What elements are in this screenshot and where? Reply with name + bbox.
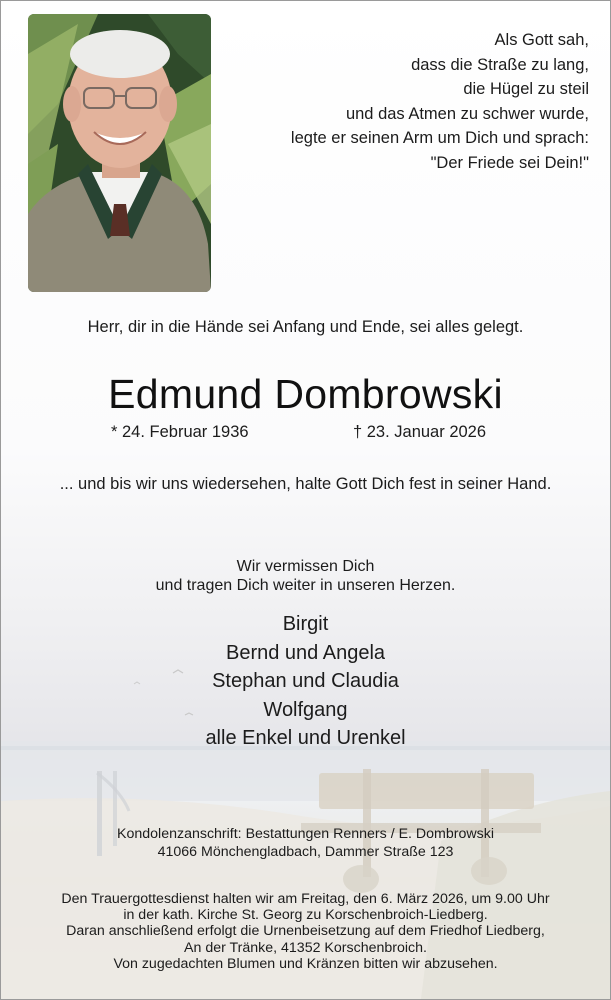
poem-line: dass die Straße zu lang, — [411, 55, 589, 74]
family-member: alle Enkel und Urenkel — [205, 727, 406, 749]
family-member: Bernd und Angela — [225, 641, 386, 664]
family-list — [1, 610, 610, 753]
poem-line: legte er seinen Arm um Dich und sprach: — [290, 129, 589, 147]
death-date: † 23. Januar 2026 — [353, 423, 487, 441]
verse-top: Herr, dir in die Hände sei Anfang und Ende, sei alles gelegt. — [87, 318, 524, 336]
portrait-photo — [28, 14, 211, 292]
poem-line: "Der Friede sei Dein!" — [430, 153, 589, 172]
poem-line: Als Gott sah, — [494, 31, 589, 49]
service-info — [1, 891, 610, 972]
condolence-line: Kondolenzanschrift: Bestattungen Renners / E. Dombrowski — [117, 826, 494, 842]
poem — [229, 28, 589, 175]
family-member: Birgit — [282, 613, 329, 635]
birth-date: * 24. Februar 1936 — [111, 423, 249, 441]
family-member: Stephan und Claudia — [212, 670, 399, 692]
miss-line: Wir vermissen Dich — [236, 558, 375, 575]
verse-bottom: ... und bis wir uns wiedersehen, halte Gott Dich fest in seiner Hand. — [59, 475, 552, 493]
miss-message — [1, 557, 610, 595]
service-line: Daran anschließend erfolgt die Urnenbeisetzung auf dem Friedhof Liedberg, — [66, 923, 545, 940]
miss-line: und tragen Dich weiter in unseren Herzen. — [155, 577, 456, 594]
poem-line: die Hügel zu steil — [463, 80, 589, 98]
poem-line: und das Atmen zu schwer wurde, — [345, 104, 589, 123]
deceased-name: Edmund Dombrowski — [108, 371, 503, 417]
service-line: Von zugedachten Blumen und Kränzen bitten wir abzusehen. — [113, 955, 498, 972]
family-member: Wolfgang — [263, 698, 348, 721]
condolence-address — [1, 825, 610, 861]
service-line: Den Trauergottesdienst halten wir am Freitag, den 6. März 2026, um 9.00 Uhr — [61, 891, 550, 907]
service-line: in der kath. Kirche St. Georg zu Korschenbroich-Liedberg. — [123, 907, 488, 924]
service-line: An der Tränke, 41352 Korschenbroich. — [184, 939, 427, 956]
condolence-line: 41066 Mönchengladbach, Dammer Straße 123 — [157, 844, 454, 860]
